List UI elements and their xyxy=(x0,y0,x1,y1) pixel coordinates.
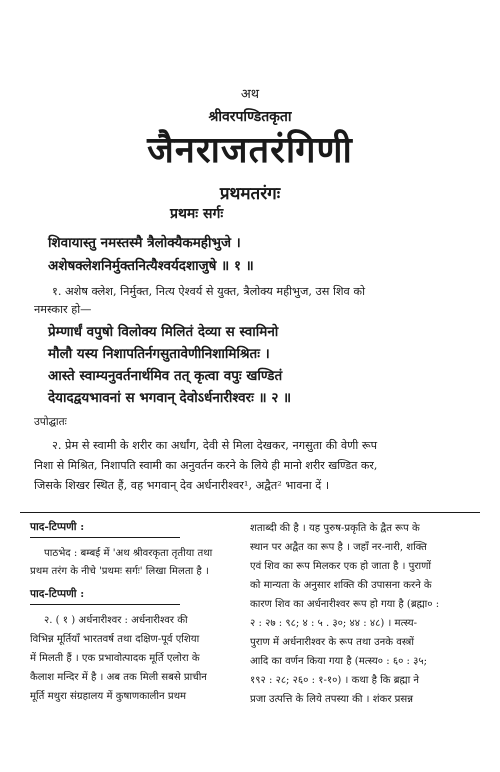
footnote-heading-1: पाद-टिप्पणी : xyxy=(30,521,85,533)
translation-1-line-1: १. अशेष क्लेश, निर्मुक्त, नित्य ऐश्वर्य से युक्त, त्रैलोक्य महीभुज, उस शिव को xyxy=(52,285,366,298)
right-note-line-6: २ : २७ : ९८; ४ : ५ . ३०; ४४ : ४८) । मत्स्य- xyxy=(250,618,417,629)
verse-2-line-1: प्रेम्णार्धं वपुषो विलोक्य मिलितं देव्या स स्वामिनो xyxy=(48,324,279,340)
right-note-line-7: पुराण में अर्धनारीश्वर के रूप तथा उनके वस्त्रों xyxy=(250,637,414,648)
book-title: जैनराजतरंगिणी xyxy=(147,130,353,171)
right-note-line-9: १९२ : २८; २६० : १-१०) । कथा है कि ब्रह्मा ने xyxy=(250,675,420,686)
right-note-line-1: शताब्दी की है । यह पुरुष-प्रकृति के द्वैत रूप के xyxy=(250,523,420,534)
verse-1-line-1: शिवायास्तु नमस्तस्मै त्रैलोक्यैकमहीभुजे । xyxy=(48,235,241,251)
sarga-heading: प्रथमः सर्गः xyxy=(170,206,224,222)
right-note-line-3: एवं शिव का रूप मिलकर एक हो जाता है । पुराणों xyxy=(250,561,432,572)
translation-2-line-3: जिसके शिखर स्थित हैं, वह भगवान् देव अर्धनारीश्वर¹, अद्वैत² भावना दें । xyxy=(34,479,330,492)
author-line: श्रीवरपण्डितकृता xyxy=(208,109,292,125)
verse-2-line-4: देयादद्वयभावनां स भगवान् देवोऽर्धनारीश्वरः ॥ २ ॥ xyxy=(48,390,292,406)
footnote-rule-2 xyxy=(30,604,180,605)
translation-1-line-2: नमस्कार हो— xyxy=(34,303,92,316)
verse-2-line-2: मौलौ यस्य निशापतिर्नगसुतावेणीनिशामिश्रितः । xyxy=(48,346,270,362)
footnote-2-line-4: कैलाश मन्दिर में है । अब तक मिली सबसे प्राचीन xyxy=(30,672,207,683)
verse-1-line-2: अशेषक्लेशनिर्मुक्तनित्यैश्वर्यदशाजुषे ॥ १ ॥ xyxy=(48,258,254,274)
right-note-line-5: कारण शिव का अर्धनारीश्वर रूप हो गया है (ब्रह्मा० : xyxy=(250,599,440,610)
section-divider xyxy=(20,512,480,513)
upodghata-label: उपोद्घातः xyxy=(34,416,67,428)
taranga-heading: प्रथमतरंगः xyxy=(219,184,281,204)
footnote-2-line-2: विभिन्न मूर्तियाँ भारतवर्ष तथा दक्षिण-पूर्व एशिया xyxy=(30,634,200,645)
right-note-line-8: आदि का वर्णन किया गया है (मत्स्य० : ६० : ३५; xyxy=(250,656,428,667)
right-note-line-4: को मान्यता के अनुसार शक्ति की उपासना करने के xyxy=(250,580,432,591)
translation-2-line-2: निशा से मिश्रित, निशापति स्वामी का अनुवर्तन करने के लिये ही मानो शरीर खण्डित कर, xyxy=(34,459,378,472)
opening-word: अथ xyxy=(240,87,260,102)
footnote-2-line-1: २. ( १ ) अर्धनारीश्वर : अर्धनारीश्वर की xyxy=(44,615,188,626)
right-note-line-10: प्रजा उत्पत्ति के लिये तपस्या की । शंकर प्रसन्न xyxy=(250,694,413,705)
verse-2-line-3: आस्ते स्वाम्यनुवर्तनार्थमिव तत् कृत्वा वपुः खण्डितं xyxy=(48,368,283,384)
footnote-heading-2: पाद-टिप्पणी : xyxy=(30,588,85,600)
right-note-line-2: स्थान पर अद्वैत का रूप है । जहाँ नर-नारी, शक्ति xyxy=(250,542,427,553)
footnote-1-line-2: प्रथम तरंग के नीचे 'प्रथमः सर्गः' लिखा मिलता है । xyxy=(30,566,209,577)
translation-2-line-1: २. प्रेम से स्वामी के शरीर का अर्धांग, देवी से मिला देखकर, नगसुता की वेणी रूप xyxy=(52,439,378,452)
footnote-2-line-3: में मिलती हैं । एक प्रभावोत्पादक मूर्ति एलोरा के xyxy=(30,653,200,664)
footnote-1-line-1: पाठभेद : बम्बई में 'अथ श्रीवरकृता तृतीया तथा xyxy=(44,548,213,559)
footnote-rule-1 xyxy=(30,537,180,538)
footnote-2-line-5: मूर्ति मथुरा संग्रहालय में कुषाणकालीन प्रथम xyxy=(30,691,187,702)
